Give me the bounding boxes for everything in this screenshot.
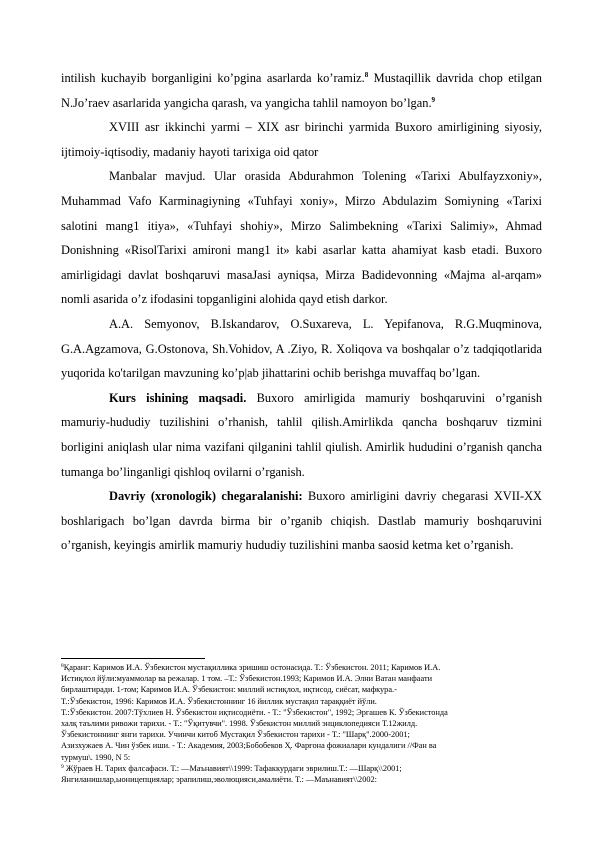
paragraph-6 (61, 484, 542, 558)
paragraph-5 (61, 386, 542, 484)
paragraph-4: A.A. Semyonov, B.Iskandarov, O.Suxareva, L. Yepifanova, R.G.Muqminova, G.A.Agzamova, G.Ostonova, Sh.Vohidov, A .Ziyo, R. Xoliqova va boshqalar o’z tadqiqotlarida yuqorida ko'tarilgan mavzuning ko’p|ab jihattarini ochib berishga muvaffaq bo’lgan. (61, 316, 542, 381)
footnote-9-text: Жўраев Н. Тарих фалсафаси. Т.: ―Маънавият\\1999: Тафаккурдаги эврилиш.Т.: ―Шарқ\\2001; (63, 763, 402, 773)
footnote-ref-8[interactable]: 8 (364, 71, 369, 79)
paragraph-1-text: intilish kuchayib borganligini ko’pgina asarlarda ko’ramiz. (61, 71, 365, 85)
footnote-8-line: Ўзбекистоннинг янги тарихи. Учинчи китоб Мустақил Ўзбекистон тарихи - Т.: "Шарқ".2000-2001; (61, 730, 410, 740)
paragraph-1 (61, 66, 542, 115)
footnote-8-text: Қаранг: Каримов И.А. Ўзбекистон мустақиллика эришиш остонасида. Т.: Ўзбекистон. 2011; Каримов И.А. (63, 663, 441, 672)
purpose-text: Buxoro amirligida mamuriy boshqaruvini o’rganish mamuriy-hududiy tuzilishini o’rhanish, tahlil qilish.Amirlikda qancha boshqaruv tizmini borligini aniqlash ular nima vazifani qilganini tahlil qiulish. Amirlik hududini o’rganish qancha tumanga bo’linganligi qishloq ovilarni o’rganish. (61, 390, 543, 479)
main-text (61, 66, 542, 558)
chronology-heading: Davriy (xronologik) chegaralanishi: (109, 489, 303, 504)
footnote-8-line: Истиқлол йўли:муаммолар ва режалар. 1 том. –Т.: Ўзбекистон.1993; Каримов И.А. Элни Ватан манфаати (61, 674, 433, 684)
footnote-8-line: турмуш\. 1990, N 5: (61, 752, 131, 762)
footnote-9-line: Янгиланишлар,ыоницепциялар; эрапилиш,эволюцияси,амалиёти. Т.: ―Маънавият\\2002: (61, 775, 377, 785)
footnote-9-marker: 9 (61, 763, 64, 770)
footnote-8-line: Т.:Ўзбекистон. 2007:Тўхлиев Н. Ўзбекистон иқтисодиёти. - Т.: "Ўзбекистон", 1992; Эргашев К. Ўзбекистонда (61, 707, 448, 717)
footnote-8-line: бирлаштиради. 1-том; Каримов И.А. Ўзбекистон: миллий истиқлол, иқтисод, сиёсат, мафкура.- (61, 685, 397, 695)
footnote-8-line: Азизхужаев А. Чин ўзбек иши. - Т.: Академия, 2003;Бобобеков Ҳ. Фарғона фожиалари кундалиги //Фан ва (61, 741, 437, 751)
purpose-heading: Kurs ishining maqsadi. (109, 390, 247, 405)
chronology-text: Buxoro amirligini davriy chegarasi XVII-XX boshlarigach bo’lgan davrda birma bir o’rganib chiqish. Dastlab mamuriy boshqaruvini o’rganish, keyingis amirlik mamuriy hududiy tuzilishini manba saosid ketma ket o’rganish. (61, 489, 542, 553)
footnote-ref-9[interactable]: 9 (431, 95, 436, 104)
footnote-8-line: Т.:Ўзбекистон, 1996: Каримов И.А. Ўзбекистоннинг 16 йиллик мустақил тараққиёт йўли. (61, 696, 377, 706)
footnote-8-line-1 (61, 662, 542, 673)
paragraph-3: Manbalar mavjud. Ular orasida Abdurahmon Tolening «Tarixi Abulfayzxoniy», Muhammad Vafo Karminagiyning «Tuhfayi xoniy», Mirzo Abdulazim Somiyning «Tarixi salotini mang1 itiya», «Tuhfayi shohiy», Mirzo Salimbekning «Tarixi Salimiy», Ahmad Donishning «RisolTarixi amironi mang1 it» kabi asarlar katta ahamiyat kasb etadi. Buxoro amirligidagi davlat boshqaruvi masaJasi ayniqsa, Mirza Badidevonning «Majma al-arqam» nomli asarida o’z ifodasini topganligini alohida qayd etish darkor. (61, 169, 542, 307)
footnotes (61, 662, 542, 785)
footnote-8-marker: 8 (61, 663, 64, 669)
footnote-separator (61, 658, 205, 659)
paragraph-1-text-continued: Mustaqillik davrida chop etilgan N.Jo’raev asarlarida yangicha qarash, va yangicha tahlil namoyon bo’lgan. (61, 71, 542, 110)
paragraph-2: XVIII asr ikkinchi yarmi – XIX asr birinchi yarmida Buxoro amirligining siyosiy, ijtimoiy-iqtisodiy, madaniy hayoti tarixiga oid qator (61, 120, 542, 159)
footnote-9-line-1 (61, 763, 542, 774)
footnote-8-line: халқ таълими ривожи тарихи. - Т.: "Ўқитувчи". 1998. Ўзбекистон миллий энциклопедияси Т.12жилд. (61, 719, 418, 729)
